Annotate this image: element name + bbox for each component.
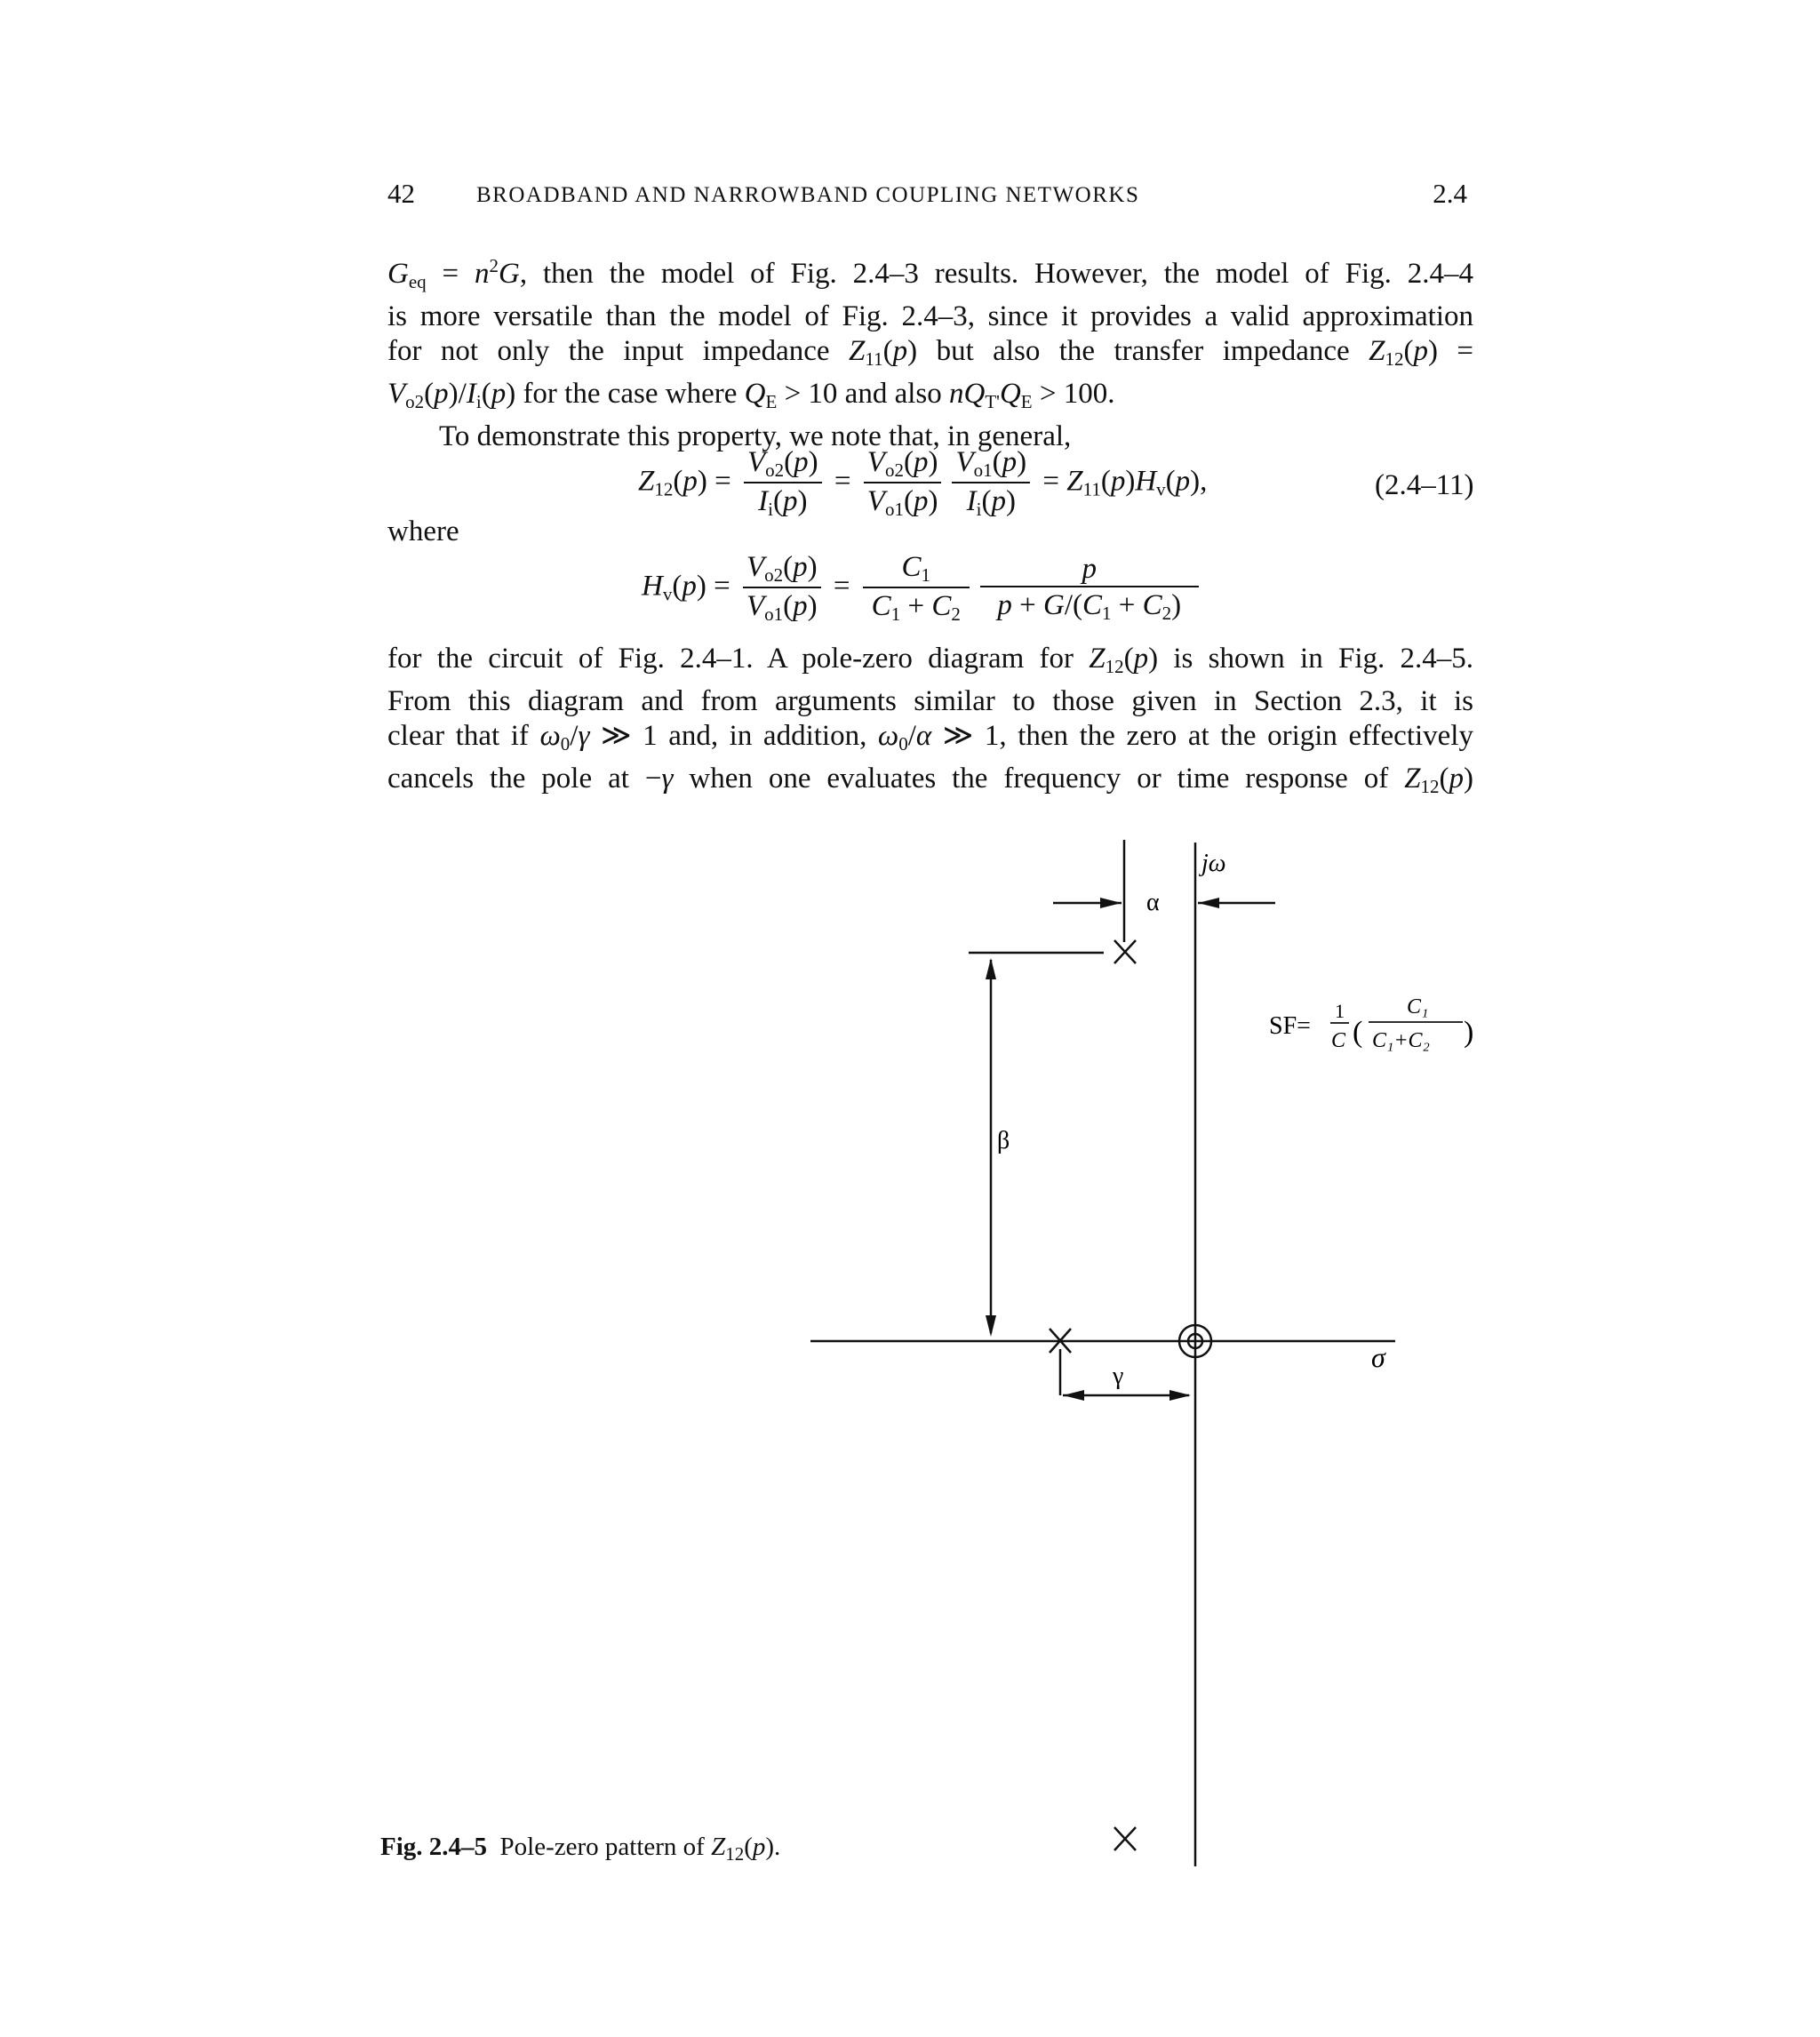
equation-2-4-11: $Z_{12}(p)$ = $\frac{V_{o2}(p)}{I_i(p)}$ = $\frac{V_{o2}(p)}{V_{o1}(p)}$ $\frac{V_{o1}(p)}{I_i(p)}$ = $Z_{11}(p)H_v(p)$, xyxy=(638,446,1208,520)
text-line: $G_{eq} = n^2G$, then the model of Fig. 2.4–3 results. However, the model of Fig. 2.4–4 xyxy=(387,255,1473,292)
arrowhead xyxy=(986,1315,996,1337)
svg-text:C₁+C₂: C₁+C₂ xyxy=(1372,1029,1430,1052)
pole-upper xyxy=(1114,940,1136,963)
text-line: for the circuit of Fig. 2.4–1. A pole-zero diagram for $Z_{12}(p)$ is shown in Fig. 2.4–5. xyxy=(387,643,1473,677)
beta-label: β xyxy=(997,1127,1010,1154)
text-line: From this diagram and from arguments similar to those given in Section 2.3, it is xyxy=(387,685,1473,717)
section-number: 2.4 xyxy=(1433,178,1467,209)
text-line: To demonstrate this property, we note that, in general, xyxy=(439,420,1072,452)
jw-label: jω xyxy=(1201,850,1226,877)
figure-caption: Fig. 2.4–5 Pole-zero pattern of $Z_{12}(p)$. xyxy=(380,1833,781,1865)
text-line: is more versatile than the model of Fig. 2.4–3, since it provides a valid approximation xyxy=(387,300,1473,332)
arrowhead xyxy=(986,958,996,979)
text-line: clear that if $\omega_0/\gamma$ ≫ 1 and, in addition, $\omega_0/\alpha$ ≫ 1, then the zero at the origin effectively xyxy=(387,720,1473,755)
sf-formula xyxy=(1269,995,1473,1052)
arrowhead xyxy=(1063,1390,1084,1401)
page-number: 42 xyxy=(387,178,415,209)
equation-hv: $H_v(p)$ = $\frac{V_{o2}(p)}{V_{o1}(p)}$ = $\frac{C_1}{C_1 + C_2}$ $\frac{p}{p + G/(C_1 + C_2)}$ xyxy=(642,551,1204,626)
svg-text:): ) xyxy=(1464,1016,1474,1049)
text-line: $V_{o2}(p)/I_i(p)$ for the case where $Q_E > 10$ and also $nQ_{T'}Q_E > 100$. xyxy=(387,378,1115,412)
running-title: BROADBAND AND NARROWBAND COUPLING NETWORKS xyxy=(476,183,1140,207)
arrowhead xyxy=(1100,898,1122,908)
where-text: where xyxy=(387,515,459,547)
text-line: for not only the input impedance $Z_{11}(p)$ but also the transfer impedance $Z_{12}(p)$ = xyxy=(387,335,1473,370)
svg-text:SF=: SF= xyxy=(1269,1012,1311,1040)
caption-label: Fig. 2.4–5 xyxy=(380,1833,488,1861)
pole-lower xyxy=(1114,1827,1136,1850)
svg-text:(: ( xyxy=(1353,1016,1363,1049)
equation-number: (2.4–11) xyxy=(1375,469,1474,501)
svg-text:1: 1 xyxy=(1335,1000,1345,1022)
arrowhead xyxy=(1169,1390,1191,1401)
svg-text:C₁: C₁ xyxy=(1407,995,1429,1018)
svg-text:C: C xyxy=(1331,1029,1346,1052)
alpha-label: α xyxy=(1146,889,1160,916)
sigma-label: σ xyxy=(1371,1341,1385,1373)
arrowhead xyxy=(1198,898,1219,908)
text-line: cancels the pole at −γ when one evaluates the frequency or time response of $Z_{12}(p)$ xyxy=(387,763,1473,797)
gamma-label: γ xyxy=(1113,1362,1124,1390)
